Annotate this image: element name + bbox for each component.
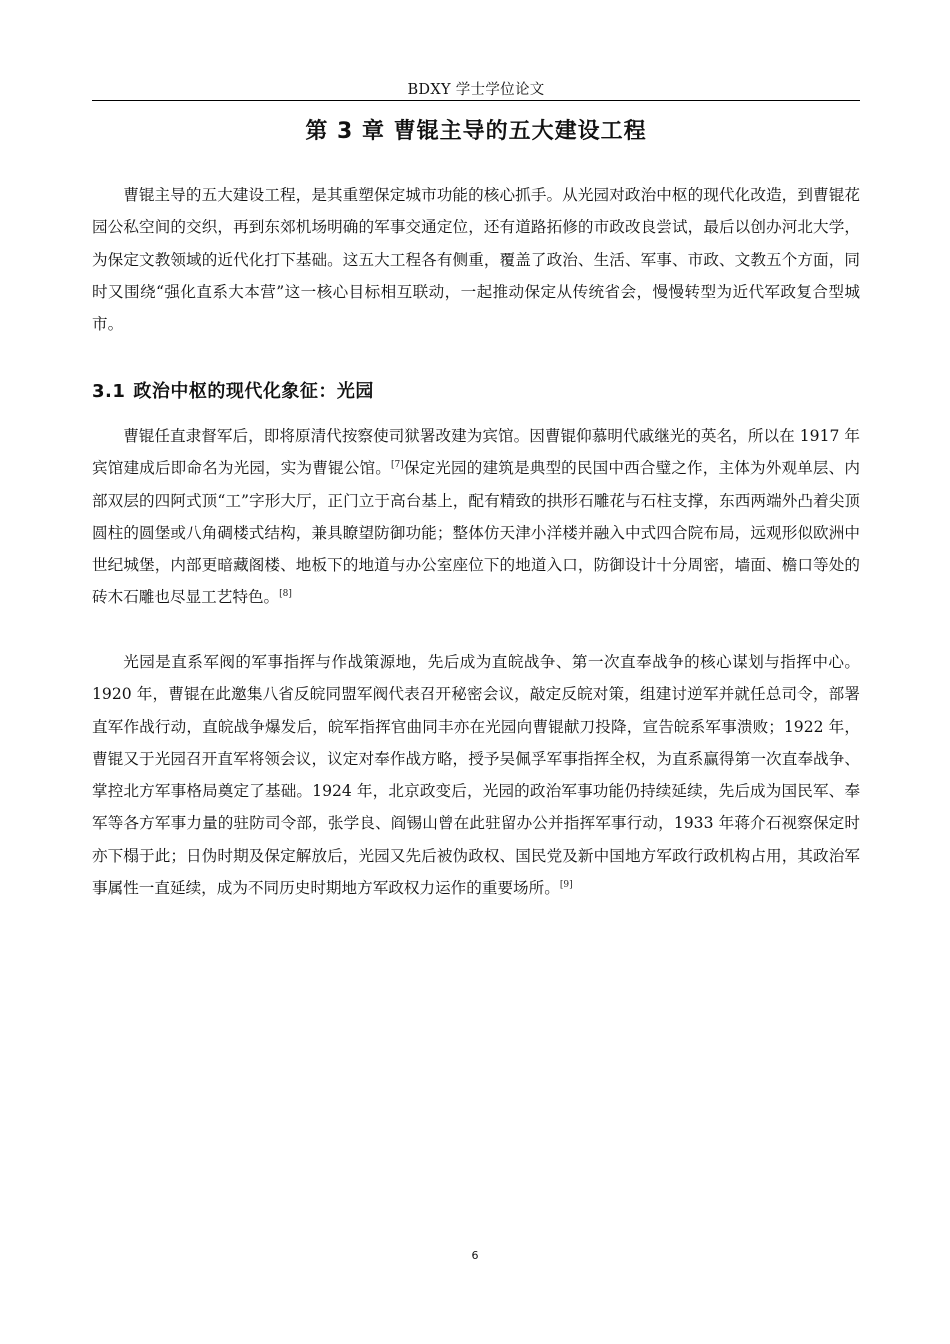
citation-marker: [8] — [279, 589, 292, 600]
page-number: 6 — [471, 1249, 479, 1262]
body-paragraph-1 — [92, 420, 860, 614]
citation-marker: [7] — [390, 460, 404, 471]
paragraph-text: 曹锟任直隶督军后，即将原清代按察使司狱署改建为宾馆。因曹锟仰慕明代戚继光的英名，所以在 1917 年宾馆建成后即命名为光园，实为曹锟公馆。 — [92, 427, 860, 478]
paragraph-text: 保定光园的建筑是典型的民国中西合璧之作，主体为外观单层、内部双层的四阿式顶“工”字形大厅，正门立于高台基上，配有精致的拱形石雕花与石柱支撑，东西两端外凸着尖顶圆柱的圆堡或八角碉楼式结构，兼具瞭望防御功能；整体仿天津小洋楼并融入中式四合院布局，远观形似欧洲中世纪城堡，内部更暗藏阁楼、地板下的地道与办公室座位下的地道入口，防御设计十分周密，墙面、檐口等处的砖木石雕也尽显工艺特色。 — [92, 459, 860, 607]
section-title: 政治中枢的现代化象征：光园 — [133, 381, 374, 402]
header-divider — [92, 100, 860, 101]
section-number: 3.1 — [92, 381, 126, 402]
intro-paragraph: 曹锟主导的五大建设工程，是其重塑保定城市功能的核心抓手。从光园对政治中枢的现代化改造，到曹锟花园公私空间的交织，再到东郊机场明确的军事交通定位，还有道路拓修的市政改良尝试，最后以创办河北大学，为保定文教领域的近代化打下基础。这五大工程各有侧重，覆盖了政治、生活、军事、市政、文教五个方面，同时又围绕“强化直系大本营”这一核心目标相互联动，一起推动保定从传统省会，慢慢转型为近代军政复合型城市。 — [92, 186, 860, 334]
section-heading — [92, 377, 374, 403]
chapter-title: 第 3 章 曹锟主导的五大建设工程 — [305, 119, 647, 144]
paragraph-text: 光园是直系军阀的军事指挥与作战策源地，先后成为直皖战争、第一次直奉战争的核心谋划与指挥中心。1920 年，曹锟在此邀集八省反皖同盟军阀代表召开秘密会议，敲定反皖对策，组建讨逆军并就任总司令，部署直军作战行动，直皖战争爆发后，皖军指挥官曲同丰亦在光园向曹锟献刀投降，宣告皖系军事溃败；1922 年，曹锟又于光园召开直军将领会议，议定对奉作战方略，授予吴佩孚军事指挥全权，为直系赢得第一次直奉战争、掌控北方军事格局奠定了基础。1924 年，北京政变后，光园的政治军事功能仍持续延续，先后成为国民军、奉军等各方军事力量的驻防司令部，张学良、阎锡山曾在此驻留办公并指挥军事行动，1933 年蒋介石视察保定时亦下榻于此；日伪时期及保定解放后，光园又先后被伪政权、国民党及新中国地方军政行政机构占用，其政治军事属性一直延续，成为不同历史时期地方军政权力运作的重要场所。 — [92, 653, 860, 898]
citation-marker: [9] — [559, 879, 573, 890]
running-header: BDXY 学士学位论文 — [407, 82, 545, 98]
body-paragraph-2 — [92, 646, 860, 904]
